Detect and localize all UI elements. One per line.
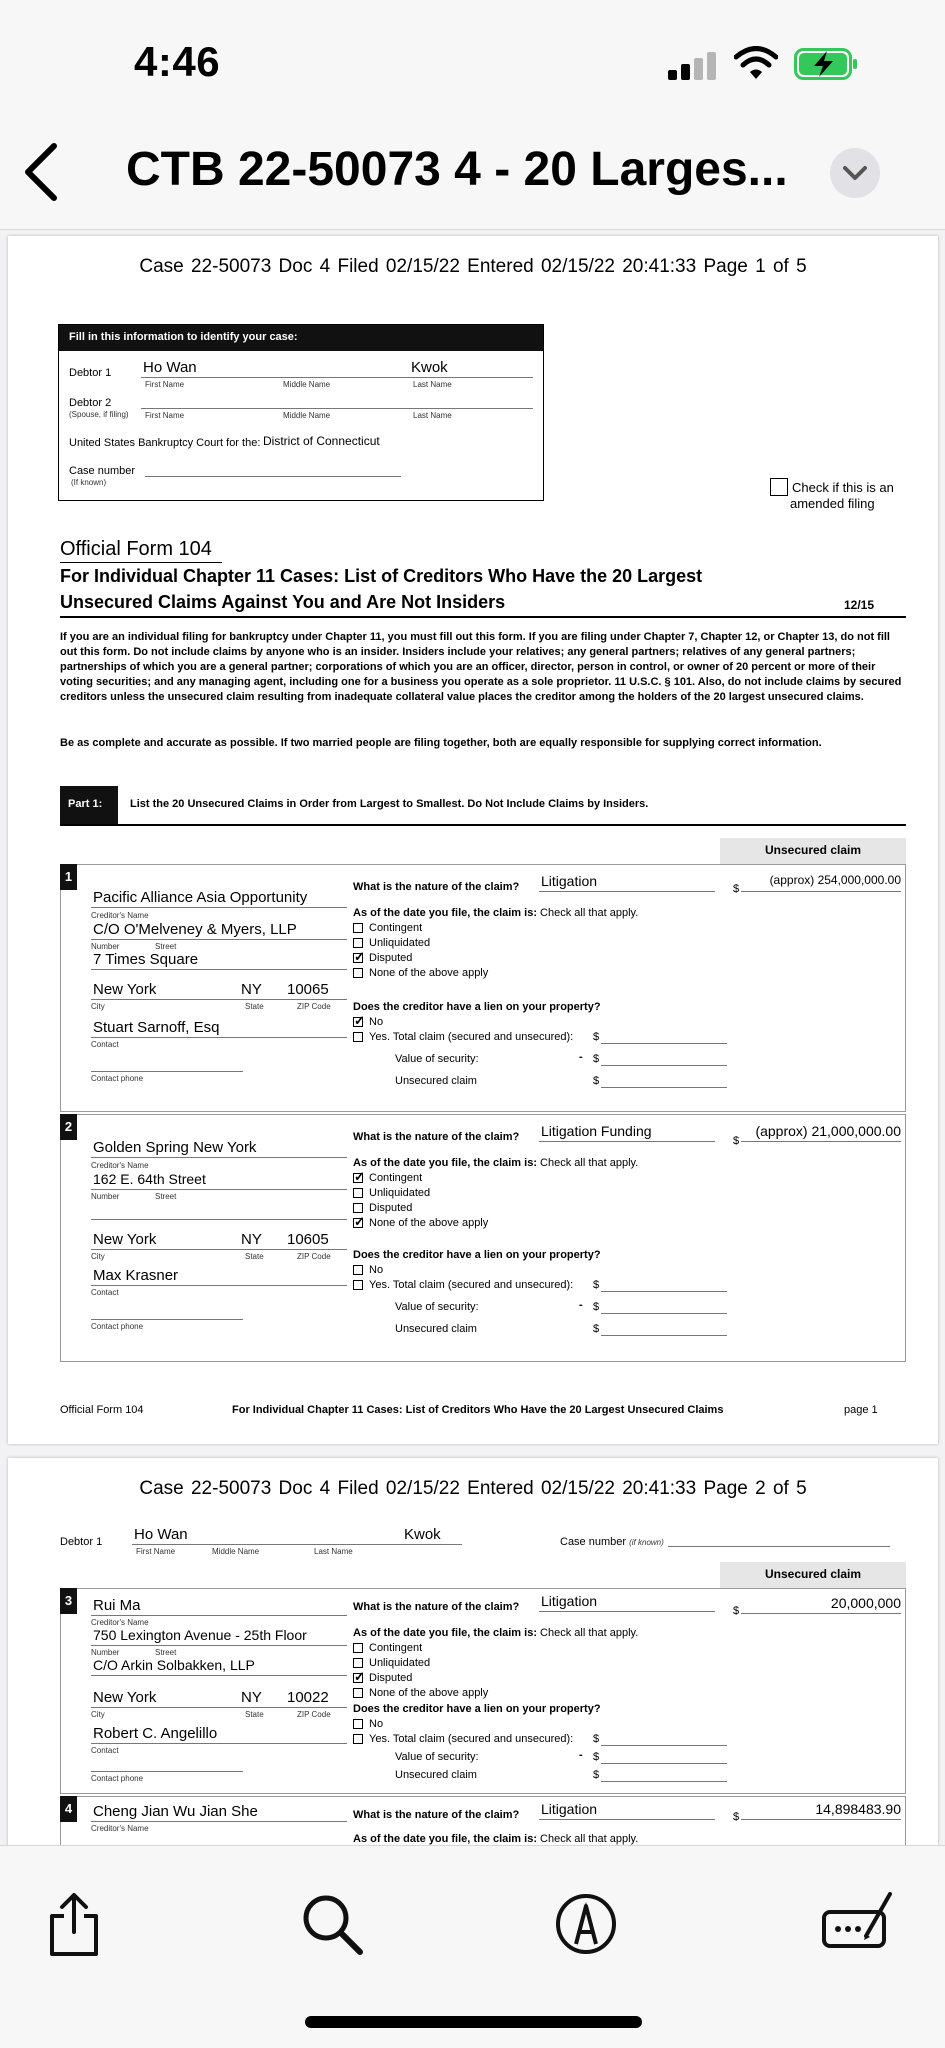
- lien-yes-label: Yes. Total claim (secured and unsecured):: [369, 1733, 574, 1745]
- contingent-checkbox[interactable]: [353, 1173, 363, 1183]
- lien-question: Does the creditor have a lien on your property?: [353, 1001, 601, 1013]
- creditor-name-caption: Creditor's Name: [91, 1824, 149, 1833]
- pdf-page-1: [8, 236, 938, 1444]
- unsecured-claim-header: Unsecured claim: [720, 838, 906, 864]
- creditor-zip: 10022: [287, 1689, 329, 1706]
- middle-name-caption: Middle Name: [283, 411, 331, 420]
- lien-no-checkbox[interactable]: [353, 1265, 363, 1275]
- lien-yes-checkbox[interactable]: [353, 1734, 363, 1744]
- back-button[interactable]: [18, 140, 68, 204]
- claim-number: 3: [60, 1588, 77, 1614]
- last-name-caption: Last Name: [314, 1547, 353, 1556]
- debtor2-label: Debtor 2: [69, 397, 112, 409]
- minus-sign: -: [579, 1749, 583, 1761]
- case-number-label: [560, 1536, 664, 1548]
- minus-sign: -: [579, 1051, 583, 1063]
- minus-sign: -: [579, 1299, 583, 1311]
- claim-1-box: [60, 864, 906, 1112]
- claim-amount: 20,000,000: [830, 1595, 901, 1611]
- contact-phone-caption: Contact phone: [91, 1322, 144, 1331]
- dollar-sign: $: [733, 1605, 740, 1617]
- instructions-paragraph-1: If you are an individual filing for bankruptcy under Chapter 11, you must fill out this form. If you are filing under Chapter 7, Chapter 12, or Chapter 13, do not fill out this form. Do not include claims by anyone who is an insider. Insiders include your relatives; any general partners; relatives of any general partners; partnerships of which you are a general partner; corporations of which you are an officer, director, person in control, or owner of 20 percent or more of their voting securities; and any managing agent, including one for a business you operate as a sole proprietor. 11 U.S.C. § 101. Also, do not include claims by secured creditors unless the unsecured claim resulting from inadequate collateral value places the creditor among the holders of the 20 largest unsecured claims.: [60, 631, 902, 703]
- creditor-address-2: 7 Times Square: [93, 951, 199, 968]
- page-footer-left: Official Form 104: [60, 1404, 144, 1416]
- signature-icon[interactable]: [816, 1888, 900, 1960]
- dollar-sign: $: [593, 1301, 600, 1313]
- state-caption: State: [245, 1002, 264, 1011]
- dollar-sign: $: [593, 1769, 600, 1781]
- unsecured-claim-label: Unsecured claim: [395, 1075, 477, 1087]
- status-time: 4:46: [134, 38, 221, 85]
- pdf-page-2: [8, 1458, 938, 1845]
- state-caption: State: [245, 1252, 264, 1261]
- debtor1-first-name: Ho Wan: [134, 1526, 188, 1543]
- debtor1-first-name: Ho Wan: [143, 359, 197, 376]
- unsecured-claim-header: Unsecured claim: [720, 1562, 906, 1588]
- creditor-state: NY: [241, 1689, 262, 1706]
- creditor-zip: 10605: [287, 1231, 329, 1248]
- last-name-caption: Last Name: [413, 411, 452, 420]
- debtor2-sub: (Spouse, if filing): [69, 410, 129, 419]
- contact-phone-caption: Contact phone: [91, 1074, 144, 1083]
- dollar-sign: $: [593, 1751, 600, 1763]
- asof-note: Check all that apply.: [540, 1157, 639, 1169]
- creditor-name: Golden Spring New York: [93, 1139, 257, 1156]
- creditor-state: NY: [241, 1231, 262, 1248]
- title-menu-button[interactable]: [830, 148, 880, 198]
- search-icon[interactable]: [296, 1888, 368, 1960]
- home-indicator[interactable]: [305, 2016, 642, 2028]
- contingent-label: Contingent: [369, 1172, 423, 1184]
- claim-number: 1: [60, 864, 77, 890]
- dollar-sign: $: [593, 1053, 600, 1065]
- middle-name-caption: Middle Name: [212, 1547, 260, 1556]
- lien-yes-label: Yes. Total claim (secured and unsecured):: [369, 1031, 574, 1043]
- none-above-checkbox[interactable]: [353, 1688, 363, 1698]
- dollar-sign: $: [733, 1135, 740, 1147]
- dollar-sign: $: [593, 1031, 600, 1043]
- lien-yes-label: Yes. Total claim (secured and unsecured):: [369, 1279, 574, 1291]
- asof-note: Check all that apply.: [540, 1627, 639, 1639]
- unliquidated-checkbox[interactable]: [353, 1658, 363, 1668]
- debtor1-label: Debtor 1: [69, 367, 112, 379]
- street-caption: Street: [155, 1192, 177, 1201]
- debtor1-last-name: Kwok: [404, 1526, 441, 1543]
- asof-question: [353, 1627, 638, 1639]
- number-caption: Number: [91, 1648, 120, 1657]
- page-footer-right: page 1: [844, 1404, 878, 1416]
- battery-charging-icon: [794, 48, 858, 80]
- part-tag: Part 1:: [60, 786, 118, 824]
- creditor-address-1: 750 Lexington Avenue - 25th Floor: [93, 1627, 307, 1643]
- dollar-sign: $: [593, 1279, 600, 1291]
- zip-caption: ZIP Code: [297, 1252, 331, 1261]
- unliquidated-checkbox[interactable]: [353, 1188, 363, 1198]
- contingent-checkbox[interactable]: [353, 923, 363, 933]
- lien-no-checkbox[interactable]: [353, 1719, 363, 1729]
- asof-question-text: As of the date you file, the claim is:: [353, 1157, 537, 1169]
- form-title-line2: Unsecured Claims Against You and Are Not Insiders: [60, 592, 506, 612]
- claim-number: 2: [60, 1114, 77, 1140]
- creditor-state: NY: [241, 981, 262, 998]
- wifi-icon: [734, 46, 778, 80]
- state-caption: State: [245, 1710, 264, 1719]
- claim-nature: Litigation Funding: [541, 1123, 652, 1139]
- form-name: Official Form 104: [60, 538, 212, 560]
- asof-question: [353, 907, 638, 919]
- street-caption: Street: [155, 1648, 177, 1657]
- form-date: 12/15: [844, 598, 875, 612]
- contact-caption: Contact: [91, 1746, 119, 1755]
- creditor-name-caption: Creditor's Name: [91, 1161, 149, 1170]
- lien-yes-checkbox[interactable]: [353, 1032, 363, 1042]
- case-number-sub: (If known): [71, 478, 107, 487]
- lien-no-label: No: [369, 1264, 384, 1276]
- amended-line2: amended filing: [790, 496, 875, 511]
- page-footer-center: For Individual Chapter 11 Cases: List of Creditors Who Have the 20 Largest Unsecured Claims: [232, 1404, 724, 1416]
- nature-question: What is the nature of the claim?: [353, 881, 520, 893]
- first-name-caption: First Name: [145, 411, 185, 420]
- markup-icon[interactable]: [550, 1888, 622, 1960]
- asof-question-text: As of the date you file, the claim is:: [353, 1627, 537, 1639]
- lien-no-checkbox[interactable]: [353, 1017, 363, 1027]
- lien-question: Does the creditor have a lien on your property?: [353, 1703, 601, 1715]
- amended-filing-checkbox[interactable]: [770, 478, 788, 496]
- unliquidated-label: Unliquidated: [369, 1187, 431, 1199]
- claim-4-box: [60, 1796, 906, 1845]
- asof-note: Check all that apply.: [540, 1833, 639, 1845]
- case-number-sub: (if known): [629, 1538, 664, 1547]
- creditor-name-caption: Creditor's Name: [91, 911, 149, 920]
- creditor-name: Cheng Jian Wu Jian She: [93, 1803, 258, 1820]
- asof-question: [353, 1833, 638, 1845]
- contingent-label: Contingent: [369, 922, 423, 934]
- claim-amount: 14,898483.90: [815, 1801, 901, 1817]
- contingent-checkbox[interactable]: [353, 1643, 363, 1653]
- chevron-down-icon: [830, 148, 880, 198]
- page-header: Case 22-50073 Doc 4 Filed 02/15/22 Entered 02/15/22 20:41:33 Page 2 of 5: [139, 1478, 807, 1499]
- contact-caption: Contact: [91, 1040, 119, 1049]
- none-above-checkbox[interactable]: [353, 1218, 363, 1228]
- creditor-name: Pacific Alliance Asia Opportunity: [93, 889, 308, 906]
- dollar-sign: $: [733, 1811, 740, 1823]
- nature-question: What is the nature of the claim?: [353, 1131, 520, 1143]
- case-identification-box: [58, 324, 544, 501]
- nature-question: What is the nature of the claim?: [353, 1809, 520, 1821]
- disputed-checkbox[interactable]: [353, 953, 363, 963]
- disputed-label: Disputed: [369, 1202, 413, 1214]
- value-security-label: Value of security:: [395, 1301, 479, 1313]
- disputed-checkbox[interactable]: [353, 1203, 363, 1213]
- pdf-document-view[interactable]: [0, 230, 945, 1845]
- creditor-name: Rui Ma: [93, 1597, 141, 1614]
- value-security-label: Value of security:: [395, 1053, 479, 1065]
- share-icon[interactable]: [38, 1888, 110, 1960]
- form-title-line1: For Individual Chapter 11 Cases: List of Creditors Who Have the 20 Largest: [60, 566, 703, 586]
- debtor1-label: Debtor 1: [60, 1536, 103, 1548]
- court-value: District of Connecticut: [263, 434, 380, 448]
- creditor-contact: Max Krasner: [93, 1267, 179, 1284]
- dollar-sign: $: [593, 1733, 600, 1745]
- claim-2-box: [60, 1114, 906, 1362]
- creditor-city: New York: [93, 1231, 157, 1248]
- cellular-signal-icon: [668, 52, 720, 80]
- claim-amount: (approx) 21,000,000.00: [755, 1123, 901, 1139]
- creditor-zip: 10065: [287, 981, 329, 998]
- unsecured-claim-label: Unsecured claim: [395, 1769, 477, 1781]
- creditor-city: New York: [93, 1689, 157, 1706]
- part-1-bar: [60, 786, 906, 826]
- contingent-label: Contingent: [369, 1642, 423, 1654]
- middle-name-caption: Middle Name: [283, 380, 331, 389]
- claim-3-box: [60, 1588, 906, 1794]
- contact-caption: Contact: [91, 1288, 119, 1297]
- lien-no-label: No: [369, 1718, 384, 1730]
- creditor-contact: Robert C. Angelillo: [93, 1725, 218, 1742]
- lien-yes-checkbox[interactable]: [353, 1280, 363, 1290]
- value-security-label: Value of security:: [395, 1751, 479, 1763]
- last-name-caption: Last Name: [413, 380, 452, 389]
- unsecured-claim-label: Unsecured claim: [395, 1323, 477, 1335]
- debtor1-last-name: Kwok: [411, 359, 448, 376]
- disputed-label: Disputed: [369, 1672, 413, 1684]
- nature-question: What is the nature of the claim?: [353, 1601, 520, 1613]
- number-caption: Number: [91, 942, 120, 951]
- creditor-city: New York: [93, 981, 157, 998]
- id-box-heading: Fill in this information to identify your case:: [59, 325, 543, 351]
- page-header: Case 22-50073 Doc 4 Filed 02/15/22 Entered 02/15/22 20:41:33 Page 1 of 5: [139, 256, 807, 277]
- case-number-label: Case number: [69, 465, 136, 477]
- claim-nature: Litigation: [541, 1593, 598, 1609]
- none-above-checkbox[interactable]: [353, 968, 363, 978]
- contact-phone-caption: Contact phone: [91, 1774, 144, 1783]
- zip-caption: ZIP Code: [297, 1710, 331, 1719]
- claim-amount: (approx) 254,000,000.00: [769, 873, 901, 887]
- instructions-paragraph-2: Be as complete and accurate as possible. If two married people are filing together, both are equally responsible for supplying correct information.: [60, 737, 822, 749]
- navigation-bar: [0, 110, 945, 230]
- status-bar: [0, 0, 945, 110]
- creditor-address-2: C/O Arkin Solbakken, LLP: [93, 1657, 255, 1673]
- unliquidated-label: Unliquidated: [369, 937, 431, 949]
- zip-caption: ZIP Code: [297, 1002, 331, 1011]
- city-caption: City: [91, 1710, 105, 1719]
- none-above-label: None of the above apply: [369, 967, 489, 979]
- part-text: List the 20 Unsecured Claims in Order from Largest to Smallest. Do Not Include Claims by Insiders.: [130, 798, 649, 810]
- street-caption: Street: [155, 942, 177, 951]
- disputed-label: Disputed: [369, 952, 413, 964]
- creditor-contact: Stuart Sarnoff, Esq: [93, 1019, 220, 1036]
- amended-line1: Check if this is an: [792, 480, 894, 495]
- city-caption: City: [91, 1002, 105, 1011]
- dollar-sign: $: [593, 1323, 600, 1335]
- claim-nature: Litigation: [541, 1801, 598, 1817]
- claim-number: 4: [60, 1796, 77, 1822]
- unliquidated-label: Unliquidated: [369, 1657, 431, 1669]
- none-above-label: None of the above apply: [369, 1217, 489, 1229]
- disputed-checkbox[interactable]: [353, 1673, 363, 1683]
- lien-question: Does the creditor have a lien on your property?: [353, 1249, 601, 1261]
- dollar-sign: $: [593, 1075, 600, 1087]
- document-title[interactable]: CTB 22-50073 4 - 20 Larges...: [126, 143, 788, 196]
- dollar-sign: $: [733, 883, 740, 895]
- lien-no-label: No: [369, 1016, 384, 1028]
- first-name-caption: First Name: [136, 1547, 176, 1556]
- claim-nature: Litigation: [541, 873, 598, 889]
- asof-note: Check all that apply.: [540, 907, 639, 919]
- number-caption: Number: [91, 1192, 120, 1201]
- creditor-name-caption: Creditor's Name: [91, 1618, 149, 1627]
- bottom-toolbar: [0, 1845, 945, 2048]
- court-label: United States Bankruptcy Court for the:: [69, 437, 261, 449]
- creditor-address-1: 162 E. 64th Street: [93, 1171, 206, 1187]
- first-name-caption: First Name: [145, 380, 185, 389]
- case-number-text: Case number: [560, 1536, 627, 1548]
- unliquidated-checkbox[interactable]: [353, 938, 363, 948]
- asof-question: [353, 1157, 638, 1169]
- asof-question-text: As of the date you file, the claim is:: [353, 907, 537, 919]
- city-caption: City: [91, 1252, 105, 1261]
- none-above-label: None of the above apply: [369, 1687, 489, 1699]
- creditor-address-1: C/O O'Melveney & Myers, LLP: [93, 921, 297, 938]
- asof-question-text: As of the date you file, the claim is:: [353, 1833, 537, 1845]
